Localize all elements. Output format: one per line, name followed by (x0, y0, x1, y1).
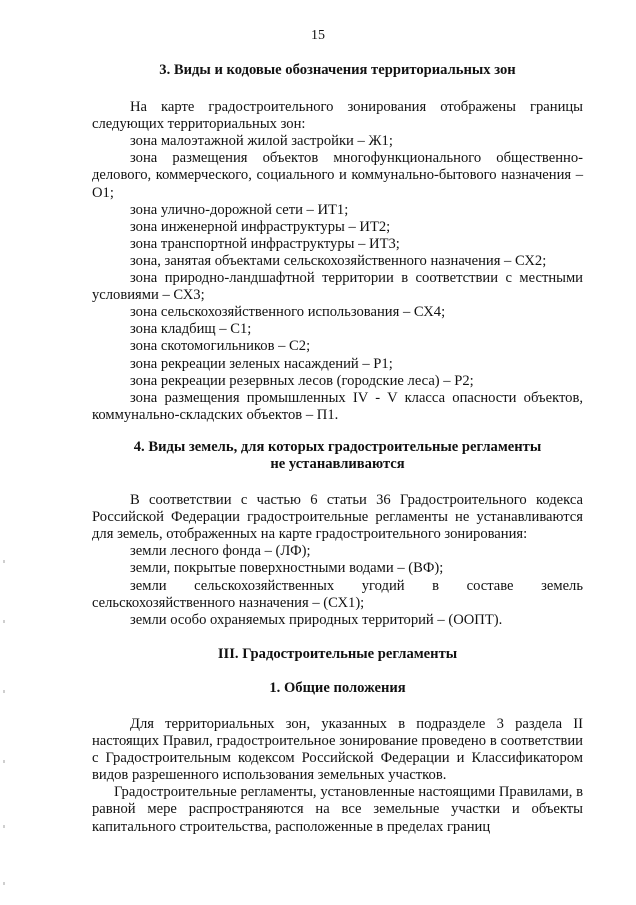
general-provisions-paragraph-2: Градостроительные регламенты, установленные настоящими Правилами, в равной мере распространяются на все земельные участки и объекты капитального строительства, расположенные в пределах границ (92, 784, 583, 835)
lands-list (92, 543, 583, 628)
section-4-intro: В соответствии с частью 6 статьи 36 Градостроительного кодекса Российской Федерации градостроительные регламенты не устанавливаются для земель, отображенных на карте градостроительного зонирования: (92, 492, 583, 543)
section-4-heading-line1: 4. Виды земель, для которых градостроительные регламенты (133, 438, 542, 455)
binding-edge-marks (3, 560, 5, 890)
zone-list-item: зона, занятая объектами сельскохозяйственного назначения – СХ2; (130, 252, 547, 269)
zone-list-item: зона малоэтажной жилой застройки – Ж1; (130, 133, 393, 150)
zone-list-item: зона инженерной инфраструктуры – ИТ2; (130, 218, 391, 235)
land-list-item: земли, покрытые поверхностными водами – (ВФ); (130, 560, 444, 577)
general-provisions-heading: 1. Общие положения (269, 679, 406, 696)
zone-list-item: зона сельскохозяйственного использования – СХ4; (130, 304, 446, 321)
page-content (92, 62, 583, 836)
zones-list (92, 133, 583, 424)
land-list-item: земли особо охраняемых природных территорий – (ООПТ). (130, 611, 503, 628)
part-3-heading: III. Градостроительные регламенты (217, 645, 458, 662)
zone-list-item: зона транспортной инфраструктуры – ИТ3; (130, 235, 400, 252)
zone-list-item: зона природно-ландшафтной территории в соответствии с местными условиями – СХ3; (92, 270, 583, 304)
zone-list-item: зона размещения объектов многофункционального общественно-делового, коммерческого, социального и коммунально-бытового назначения – О1; (92, 150, 583, 201)
zone-list-item: зона размещения промышленных IV - V класса опасности объектов, коммунально-складских объектов – П1. (92, 389, 583, 423)
general-provisions-paragraph-1: Для территориальных зон, указанных в подразделе 3 раздела II настоящих Правил, градостроительное зонирование проведено в соответствии с Градостроительным кодексом Российской Федерации и Классификатором видов разрешенного использования земельных участков. (92, 716, 583, 784)
zone-list-item: зона рекреации зеленых насаждений – Р1; (130, 355, 393, 372)
zone-list-item: зона скотомогильников – С2; (130, 338, 311, 355)
page-number: 15 (311, 28, 325, 43)
land-list-item: земли лесного фонда – (ЛФ); (130, 543, 311, 560)
zone-list-item: зона улично-дорожной сети – ИТ1; (130, 201, 349, 218)
section-3-heading: 3. Виды и кодовые обозначения территориальных зон (159, 62, 516, 78)
section-4-heading-line2: не устанавливаются (270, 455, 405, 472)
land-list-item: земли сельскохозяйственных угодий в составе земель сельскохозяйственного назначения – (СХ1); (92, 577, 583, 611)
zone-list-item: зона кладбищ – С1; (130, 321, 252, 338)
zone-list-item: зона рекреации резервных лесов (городские леса) – Р2; (130, 372, 474, 389)
section-3-intro: На карте градостроительного зонирования отображены границы следующих территориальных зон: (92, 99, 583, 133)
